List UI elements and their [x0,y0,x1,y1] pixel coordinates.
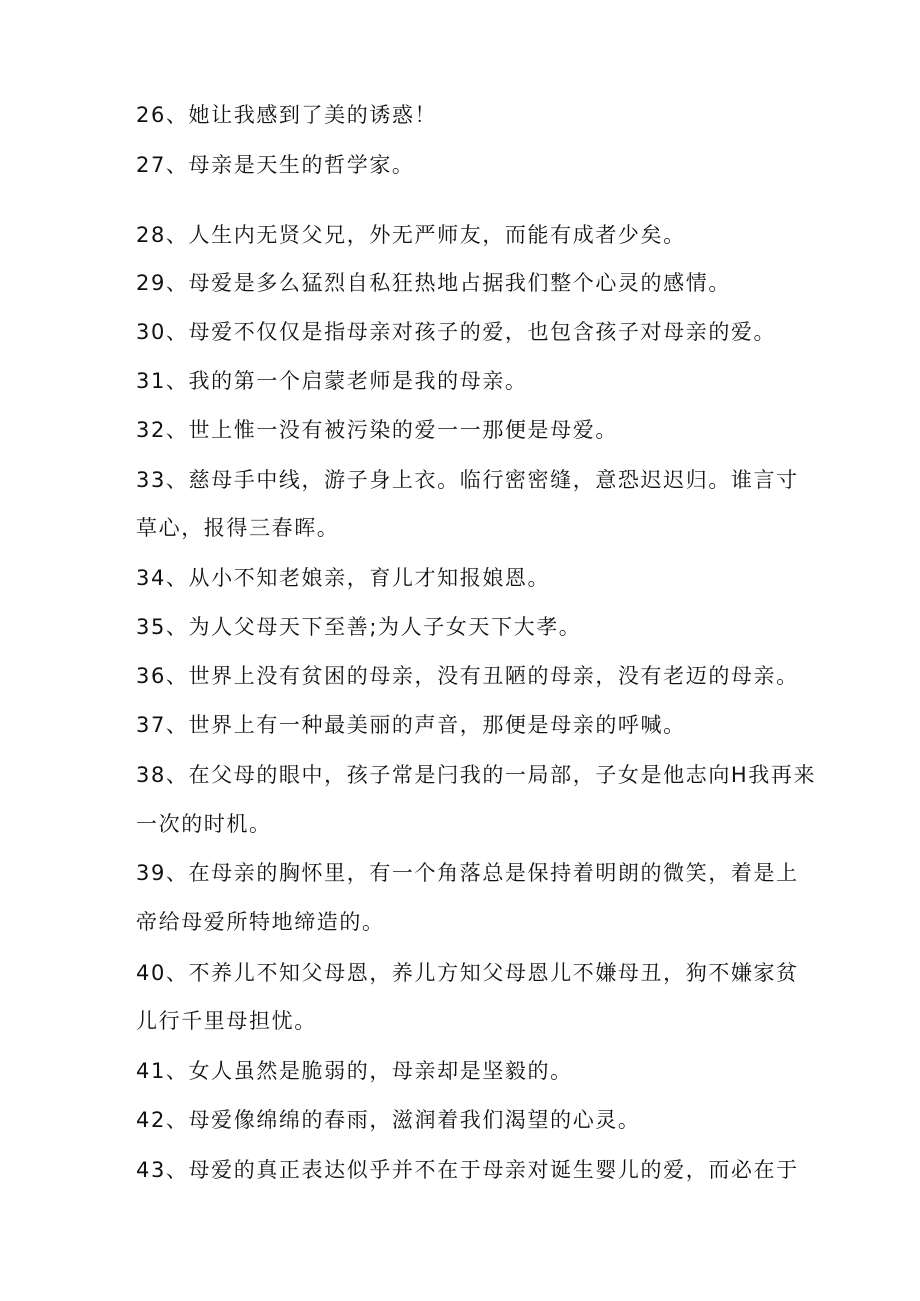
quote-line-41: 41、女人虽然是脆弱的，母亲却是坚毅的。 [136,1059,573,1083]
quote-line-37: 37、世界上有一种最美丽的声音，那便是母亲的呼喊。 [136,713,686,737]
quote-line-33-cont: 草心，报得三春晖。 [136,516,340,540]
quote-line-38-cont: 一次的时机。 [136,812,272,836]
quote-line-28: 28、人生内无贤父兄，外无严师友，而能有成者少矣。 [136,223,686,247]
quote-line-38: 38、在父母的眼中，孩子常是闩我的一局部，子女是他志向H我再来 [136,763,817,787]
quote-line-31: 31、我的第一个启蒙老师是我的母亲。 [136,369,528,393]
quote-line-42: 42、母爱像绵绵的春雨，滋润着我们渴望的心灵。 [136,1108,641,1132]
quote-line-29: 29、母爱是多么猛烈自私狂热地占据我们整个心灵的感情。 [136,271,731,295]
quote-line-36: 36、世界上没有贫困的母亲，没有丑陋的母亲，没有老迈的母亲。 [136,664,799,688]
quote-line-39: 39、在母亲的胸怀里，有一个角落总是保持着明朗的微笑，着是上 [136,861,799,885]
quote-line-40-cont: 儿行千里母担忧。 [136,1009,317,1033]
quote-line-34: 34、从小不知老娘亲，育儿才知报娘恩。 [136,566,551,590]
quote-line-35: 35、为人父母天下至善;为人子女天下大孝。 [136,615,582,639]
quote-line-40: 40、不养儿不知父母恩，养儿方知父母恩儿不嫌母丑，狗不嫌家贫 [136,961,799,985]
quote-line-33: 33、慈母手中线，游子身上衣。临行密密缝，意恐迟迟归。谁言寸 [136,468,799,492]
quote-line-32: 32、世上惟一没有被污染的爱一一那便是母爱。 [136,418,618,442]
quote-line-27: 27、母亲是天生的哲学家。 [136,153,415,177]
quote-line-39-cont: 帝给母爱所特地缔造的。 [136,910,385,934]
quote-line-43: 43、母爱的真正表达似乎并不在于母亲对诞生婴儿的爱，而必在于 [136,1158,799,1182]
quote-line-30: 30、母爱不仅仅是指母亲对孩子的爱，也包含孩子对母亲的爱。 [136,320,777,344]
quote-line-26: 26、她让我感到了美的诱惑！ [136,103,438,127]
